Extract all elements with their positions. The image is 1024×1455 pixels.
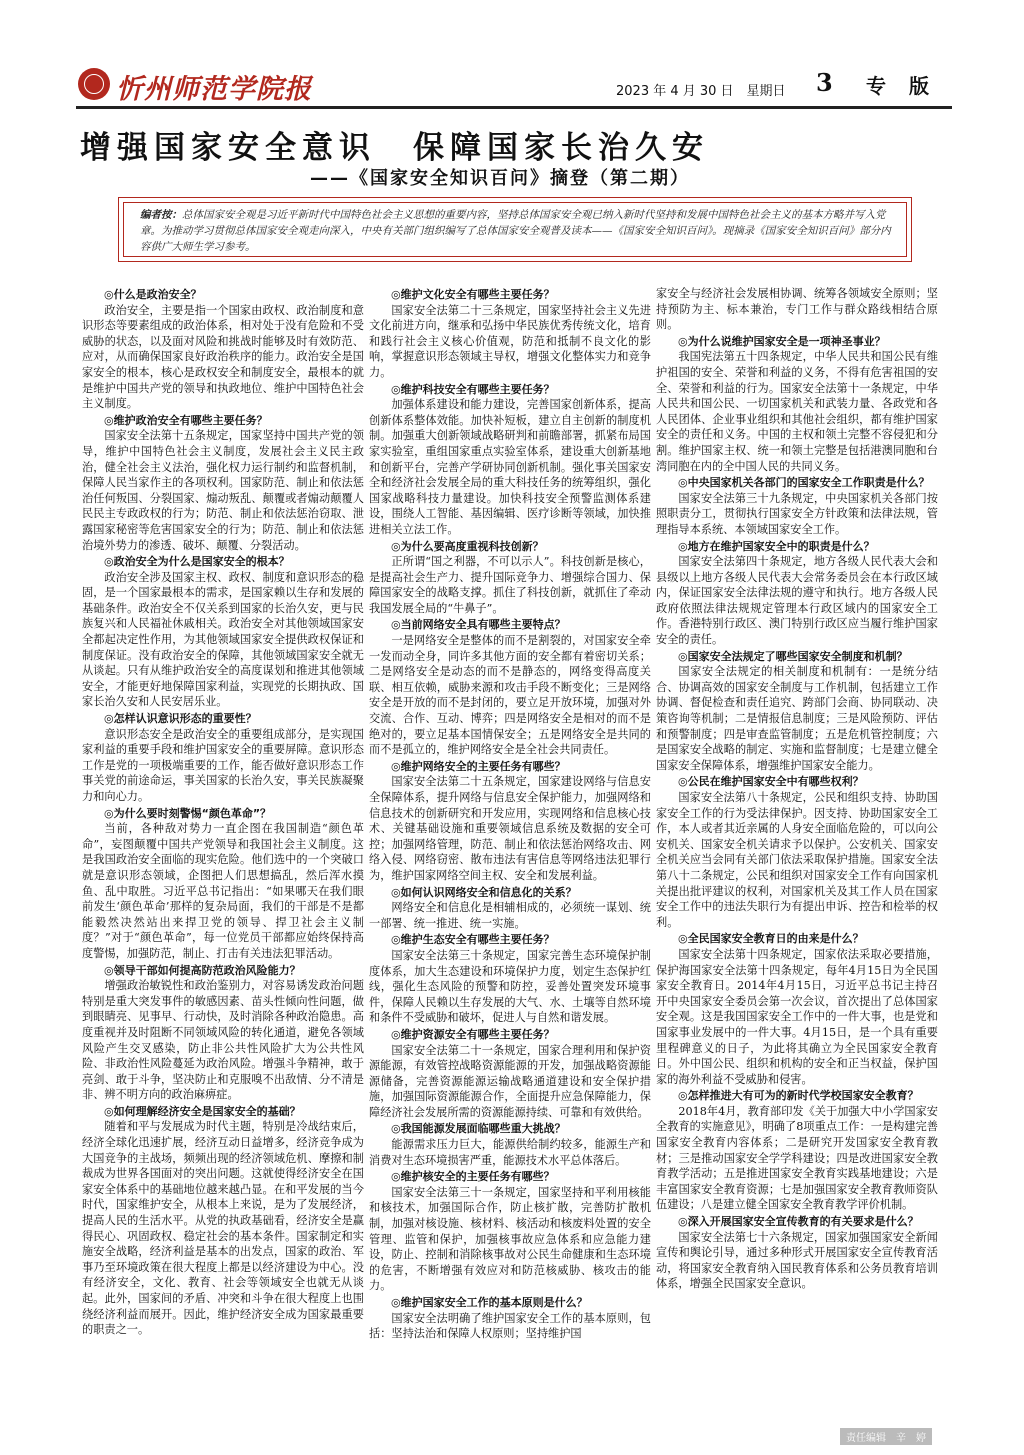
question-heading: ◎维护文化安全有哪些主要任务？ bbox=[391, 288, 555, 301]
question-heading: ◎国家安全法规定了哪些国家安全制度和机制？ bbox=[678, 649, 908, 663]
answer-paragraph: 国家安全法第三十条规定，国家完善生态环境保护制度体系，加大生态建设和环境保护力度，划定生态保护红线，强化生态风险的预警和防控，妥善处置突发环境事件，保障人民赖以生存发展的大气、水、土壤等自然环境和条件不受威胁和破坏，促进人与自然和谐发展。 bbox=[369, 948, 651, 1025]
question-heading: ◎领导干部如何提高防范政治风险能力？ bbox=[104, 963, 301, 977]
editor-note-box bbox=[118, 197, 912, 262]
question-heading: ◎维护科技安全有哪些主要任务？ bbox=[391, 382, 555, 396]
school-seal-icon bbox=[78, 68, 110, 100]
answer-paragraph: 我国宪法第五十四条规定，中华人民共和国公民有维护祖国的安全、荣誉和利益的义务，不得有危害祖国的安全、荣誉和利益的行为。国家安全法第十一条规定，中华人民共和国公民、一切国家机关和武装力量、各政党和各人民团体、企业事业组织和其他社会组织，都有维护国家安全的责任和义务。中国的主权和领土完整不容侵犯和分割。维护国家主权、统一和领土完整是包括港澳同胞和台湾同胞在内的全中国人民的共同义务。 bbox=[656, 350, 938, 473]
editor-note-text: 总体国家安全观是习近平新时代中国特色社会主义思想的重要内容，坚持总体国家安全观已纳入新时代坚持和发展中国特色社会主义的基本方略并写入党章。为推动学习贯彻总体国家安全观走向深入，中央有关部门组织编写了总体国家安全观普及读本——《国家安全知识百问》。现摘录《国家安全知识百问》部分内容供广大师生学习参考。 bbox=[140, 209, 891, 253]
answer-paragraph: 2018年4月，教育部印发《关于加强大中小学国家安全教育的实施意见》，明确了8项重点工作：一是构建完善国家安全教育内容体系；二是研究开发国家安全教育教材；三是推动国家安全学学科建设；四是改进国家安全教育教学活动；五是推进国家安全教育实践基地建设；六是丰富国家安全教育资源；七是加强国家安全教育教师资队伍建设；八是建立健全国家安全教育教学评价机制。 bbox=[656, 1104, 938, 1212]
question-heading: ◎我国能源发展面临哪些重大挑战？ bbox=[391, 1122, 566, 1136]
question-heading: ◎维护网络安全的主要任务有哪些？ bbox=[391, 759, 566, 773]
question-heading: ◎维护政治安全有哪些主要任务？ bbox=[104, 413, 268, 427]
question-heading: ◎为什么要高度重视科技创新？ bbox=[391, 539, 544, 553]
question-heading: ◎什么是政治安全？ bbox=[104, 288, 202, 301]
question-heading: ◎地方在维护国家安全中的职责是什么？ bbox=[678, 539, 875, 553]
question-heading: ◎为什么说维护国家安全是一项神圣事业？ bbox=[678, 334, 886, 348]
answer-paragraph: 正所谓“国之利器，不可以示人”。科技创新是核心，是提高社会生产力、提升国际竞争力、增强综合国力、保障国家安全的战略支撑。抓住了科技创新，就抓住了牵动我国发展全局的“牛鼻子”。 bbox=[369, 555, 651, 615]
question-heading: ◎公民在维护国家安全中有哪些权利？ bbox=[678, 775, 864, 789]
answer-paragraph: 国家安全法第二十三条规定，国家坚持社会主义先进文化前进方向，继承和弘扬中华民族优秀传统文化，培育和践行社会主义核心价值观，防范和抵制不良文化的影响，掌握意识形态领域主导权，增强文化整体实力和竞争力。 bbox=[369, 303, 651, 379]
question-heading: ◎维护资源安全有哪些主要任务？ bbox=[391, 1027, 555, 1041]
answer-paragraph: 网络安全和信息化是相辅相成的，必须统一谋划、统一部署、统一推进、统一实施。 bbox=[369, 901, 651, 930]
question-heading: ◎如何认识网络安全和信息化的关系？ bbox=[391, 885, 577, 899]
question-heading: ◎为什么要时刻警惕“颜色革命”？ bbox=[104, 806, 272, 820]
answer-paragraph: 意识形态安全是政治安全的重要组成部分，是实现国家利益的重要手段和维护国家安全的重要屏障。意识形态工作是党的一项极端重要的工作，能否做好意识形态工作事关党的前途命运，事关国家的长治久安，事关民族凝聚力和向心力。 bbox=[82, 727, 364, 803]
editor-note bbox=[123, 202, 907, 257]
article-column-2 bbox=[369, 286, 651, 1342]
masthead bbox=[76, 64, 952, 106]
answer-paragraph: 国家安全法规定的相关制度和机制有：一是统分结合、协调高效的国家安全制度与工作机制，包括建立工作协调、督促检查和责任追究、跨部门会商、协同联动、决策咨询等机制；二是情报信息制度；三是风险预防、评估和预警制度；四是审查监管制度；五是危机管控制度；六是国家安全战略的制定、实施和监督制度；七是建立健全国家安全保障体系，增强维护国家安全能力。 bbox=[656, 665, 938, 772]
answer-paragraph: 随着和平与发展成为时代主题，特别是冷战结束后，经济全球化迅速扩展，经济互动日益增多，经济竞争成为大国竞争的主战场，频频出现的经济领域危机、摩擦和制裁成为世界各国面对的突出问题。这就使得经济安全在国家安全体系中的基础地位越来越凸显。在和平发展的当今时代，国家维护安全，从根本上来说，是为了发展经济，提高人民的生活水平。从党的执政基础看，经济安全是赢得民心、巩固政权、稳定社会的基本条件。国家制定和实施安全战略，经济利益是基本的出发点，国家的政治、军事乃至环境政策在很大程度上都是以经济建设为中心。没有经济安全，文化、教育、社会等领域安全也就无从谈起。此外，国家间的矛盾、冲突和斗争在很大程度上也围绕经济利益而展开。因此，维护经济安全成为国家最重要的职责之一。 bbox=[82, 1120, 364, 1337]
answer-paragraph: 国家安全法明确了维护国家安全工作的基本原则，包括：坚持法治和保障人权原则；坚持维护国 bbox=[369, 1311, 651, 1341]
question-heading: ◎政治安全为什么是国家安全的根本？ bbox=[104, 555, 290, 569]
answer-paragraph: 国家安全法第二十五条规定，国家建设网络与信息安全保障体系，提升网络与信息安全保护能力，加强网络和信息技术的创新研究和开发应用，实现网络和信息核心技术、关键基础设施和重要领域信息系统及数据的安全可控；加强网络管理，防范、制止和依法惩治网络攻击、网络入侵、网络窃密、散布违法有害信息等网络违法犯罪行为，维护国家网络空间主权、安全和发展利益。 bbox=[369, 775, 651, 882]
answer-paragraph: 一是网络安全是整体的而不是割裂的，对国家安全牵一发而动全身，同许多其他方面的安全都有着密切关系；二是网络安全是动态的而不是静态的，网络变得高度关联、相互依赖，威胁来源和攻击手段不断变化；三是网络安全是开放的而不是封闭的，要立足开放环境，加强对外交流、合作、互动、博弈；四是网络安全是相对的而不是绝对的，要立足基本国情保安全；五是网络安全是共同的而不是孤立的，维护网络安全是全社会共同责任。 bbox=[369, 634, 651, 757]
answer-paragraph: 国家安全法第二十一条规定，国家合理利用和保护资源能源，有效管控战略资源能源的开发，加强战略资源能源储备，完善资源能源运输战略通道建设和安全保护措施，加强国际资源能源合作，全面提升应急保障能力，保障经济社会发展所需的资源能源持续、可靠和有效供给。 bbox=[369, 1043, 651, 1119]
answer-paragraph: 国家安全法第八十条规定，公民和组织支持、协助国家安全工作的行为受法律保护。因支持、协助国家安全工作，本人或者其近亲属的人身安全面临危险的，可以向公安机关、国家安全机关请求予以保护。公安机关、国家安全机关应当会同有关部门依法采取保护措施。国家安全法第八十二条规定，公民和组织对国家安全工作有向国家机关提出批评建议的权利，对国家机关及其工作人员在国家安全工作中的违法失职行为有提出申诉、控告和检举的权利。 bbox=[656, 791, 938, 929]
question-heading: ◎如何理解经济安全是国家安全的基础？ bbox=[104, 1104, 301, 1118]
question-heading: ◎维护核安全的主要任务有哪些？ bbox=[391, 1170, 555, 1184]
page-number: 3 bbox=[816, 68, 833, 97]
editor-note-label: 编者按： bbox=[140, 209, 182, 221]
answer-paragraph: 国家安全法第三十一条规定，国家坚持和平利用核能和核技术，加强国际合作，防止核扩散，完善防扩散机制，加强对核设施、核材料、核活动和核废料处置的安全管理、监管和保护，加强核事故应急体系和应急能力建设，防止、控制和消除核事故对公民生命健康和生态环境的危害，不断增强有效应对和防范核威胁、核攻击的能力。 bbox=[369, 1185, 651, 1293]
answer-paragraph: 政治安全涉及国家主权、政权、制度和意识形态的稳固，是一个国家最根本的需求，是国家赖以生存和发展的基础条件。政治安全不仅关系到国家的长治久安，更与民族复兴和人民福祉休戚相关。政治安全对其他领域国家安全都起决定性作用，为其他领域国家安全提供政权保证和制度保证。没有政治安全的保障，其他领域国家安全就无从谈起。只有从维护政治安全的高度谋划和推进其他领域安全，才能更好地保障国家利益，实现党的长期执政、国家长治久安和人民安居乐业。 bbox=[82, 570, 364, 709]
question-heading: ◎怎样认识意识形态的重要性？ bbox=[104, 712, 257, 726]
question-heading: ◎全民国家安全教育日的由来是什么？ bbox=[678, 932, 864, 946]
responsible-editor: 责任编辑 辛 婷 bbox=[840, 1428, 932, 1445]
answer-paragraph: 能源需求压力巨大，能源供给制约较多，能源生产和消费对生态环境损害严重，能源技术水平总体落后。 bbox=[369, 1138, 651, 1167]
answer-paragraph: 国家安全法第三十九条规定，中央国家机关各部门按照职责分工，贯彻执行国家安全方针政策和法律法规，管理指导本系统、本领域国家安全工作。 bbox=[656, 491, 938, 536]
answer-paragraph: 国家安全法第十五条规定，国家坚持中国共产党的领导，维护中国特色社会主义制度，发展社会主义民主政治，健全社会主义法治，强化权力运行制约和监督机制，保障人民当家作主的各项权利。国家防范、制止和依法惩治任何叛国、分裂国家、煽动叛乱、颠覆或者煽动颠覆人民民主专政政权的行为；防范、制止和依法惩治窃取、泄露国家秘密等危害国家安全的行为；防范、制止和依法惩治境外势力的渗透、破坏、颠覆、分裂活动。 bbox=[82, 429, 364, 552]
question-heading: ◎深入开展国家安全宣传教育的有关要求是什么？ bbox=[678, 1215, 919, 1229]
answer-paragraph: 国家安全法第十四条规定，国家依法采取必要措施，保护海国家安全法第十四条规定，每年4月15日为全民国家安全教育日。2014年4月15日，习近平总书记主持召开中央国家安全委员会第一次会议，首次提出了总体国家安全观。这是我国国家安全工作中的一件大事，也是党和国家事业发展中的一件大事。4月15日，是一个具有重要里程碑意义的日子，为此将其确立为全民国家安全教育日。外中国公民、组织和机构的安全和正当权益，保护国家的海外利益不受威胁和侵害。 bbox=[656, 947, 938, 1086]
answer-paragraph: 家安全与经济社会发展相协调、统筹各领域安全原则；坚持预防为主、标本兼治，专门工作与群众路线相结合原则。 bbox=[656, 287, 938, 332]
newspaper-name: 忻州师范学院报 bbox=[116, 74, 312, 105]
article-column-3 bbox=[656, 286, 938, 1292]
issue-date: 2023 年 4 月 30 日 星期日 bbox=[616, 84, 786, 99]
answer-paragraph: 当前，各种敌对势力一直企图在我国制造“颜色革命”，妄图颠覆中国共产党领导和我国社会主义制度。这是我国政治安全面临的现实危险。他们选中的一个突破口就是意识形态领域，企图把人们思想搞乱，然后浑水摸鱼、乱中取胜。习近平总书记指出：“如果哪天在我们眼前发生‘颜色革命’那样的复杂局面，我们的干部是不是都能毅然决然站出来捍卫党的领导、捍卫社会主义制度？”对于“颜色革命”，每一位党员干部都应始终保持高度警惕，加强防范，制止、打击有关违法犯罪活动。 bbox=[82, 822, 364, 960]
header-divider bbox=[76, 106, 952, 109]
answer-paragraph: 增强政治敏锐性和政治鉴别力，对容易诱发政治问题特别是重大突发事件的敏感因素、苗头性倾向性问题，做到眼睛亮、见事早、行动快，及时消除各种政治隐患。高度重视并及时阻断不同领域风险的转化通道，避免各领域风险产生交叉感染，防止非公共性风险扩大为公共性风险、非政治性风险蔓延为政治风险。增强斗争精神，敢于亮剑、敢于斗争，坚决防止和克服嗅不出敌情、分不清是非、辨不明方向的政治麻痹症。 bbox=[82, 979, 364, 1102]
answer-paragraph: 国家安全法第七十六条规定，国家加强国家安全新闻宣传和舆论引导，通过多种形式开展国家安全宣传教育活动，将国家安全教育纳入国民教育体系和公务员教育培训体系，增强全民国家安全意识。 bbox=[656, 1230, 938, 1291]
section-name: 专 版 bbox=[866, 74, 937, 98]
question-heading: ◎怎样推进大有可为的新时代学校国家安全教育？ bbox=[678, 1089, 919, 1103]
question-heading: ◎维护生态安全有哪些主要任务？ bbox=[391, 933, 555, 947]
question-heading: ◎维护国家安全工作的基本原则是什么？ bbox=[391, 1296, 588, 1309]
page-subtitle: ——《国家安全知识百问》摘登（第二期） bbox=[310, 168, 690, 189]
question-heading: ◎当前网络安全具有哪些主要特点？ bbox=[391, 618, 566, 632]
answer-paragraph: 政治安全，主要是指一个国家由政权、政治制度和意识形态等要素组成的政治体系，相对处于没有危险和不受威胁的状态，以及面对风险和挑战时能够及时有效防范、应对，从而确保国家良好政治秩序的能力。政治安全是国家安全的根本，核心是政权安全和制度安全，最根本的就是维护中国共产党的领导和执政地位、维护中国特色社会主义制度。 bbox=[82, 303, 364, 411]
question-heading: ◎中央国家机关各部门的国家安全工作职责是什么？ bbox=[678, 476, 930, 490]
page-title: 增强国家安全意识 保障国家长治久安 bbox=[80, 130, 709, 166]
answer-paragraph: 加强体系建设和能力建设，完善国家创新体系，提高创新体系整体效能。加快补短板，建立自主创新的制度机制。加强重大创新领域战略研判和前瞻部署，抓紧布局国家实验室，重组国家重点实验室体系，建设重大创新基地和创新平台，完善产学研协同创新机制。强化事关国家安全和经济社会发展全局的重大科技任务的统筹组织，强化国家战略科技力量建设。加快科技安全预警监测体系建设，围绕人工智能、基因编辑、医疗诊断等领域，加快推进相关立法工作。 bbox=[369, 398, 651, 536]
answer-paragraph: 国家安全法第四十条规定，地方各级人民代表大会和县级以上地方各级人民代表大会常务委员会在本行政区域内，保证国家安全法律法规的遵守和执行。地方各级人民政府依照法律法规规定管理本行政区域内的国家安全工作。香港特别行政区、澳门特别行政区应当履行维护国家安全的责任。 bbox=[656, 555, 938, 647]
article-column-1 bbox=[82, 286, 364, 1338]
